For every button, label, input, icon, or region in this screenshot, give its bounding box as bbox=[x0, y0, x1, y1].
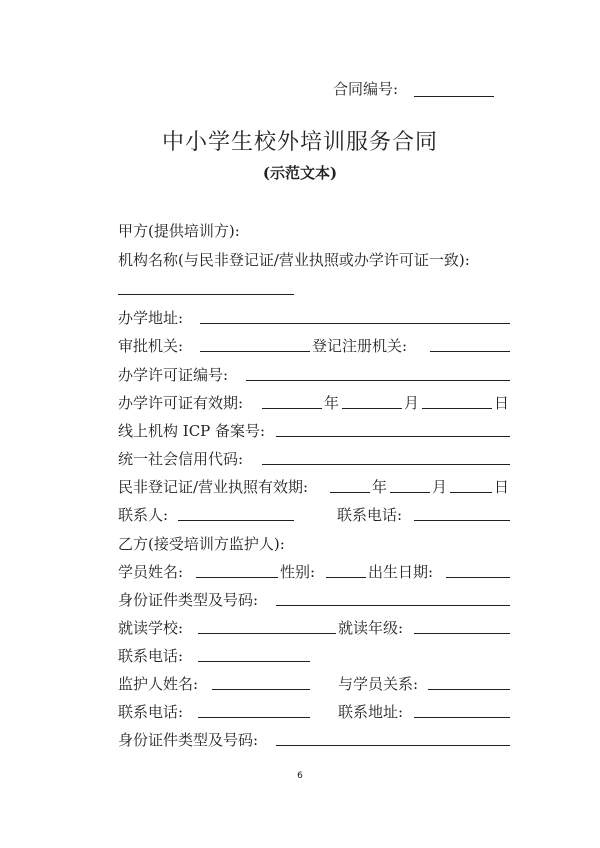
guardian-field[interactable] bbox=[212, 689, 310, 690]
license-valid-month-field[interactable] bbox=[342, 408, 402, 409]
relation-label: 与学员关系: bbox=[338, 675, 419, 693]
license-valid-day-field[interactable] bbox=[422, 408, 492, 409]
year-unit: 年 bbox=[372, 478, 388, 496]
grade-label: 就读年级: bbox=[338, 619, 404, 637]
license-no-field[interactable] bbox=[246, 380, 510, 381]
id-field[interactable] bbox=[276, 605, 510, 606]
year-unit: 年 bbox=[324, 394, 340, 412]
reg-valid-month-field[interactable] bbox=[390, 492, 430, 493]
student-name-label: 学员姓名: bbox=[118, 563, 184, 581]
guardian-phone-label: 联系电话: bbox=[118, 703, 184, 721]
contact-address-field[interactable] bbox=[414, 717, 510, 718]
license-valid-year-field[interactable] bbox=[262, 408, 322, 409]
approval-label: 审批机关: bbox=[118, 337, 184, 355]
credit-code-field[interactable] bbox=[262, 464, 510, 465]
org-name-label: 机构名称(与民非登记证/营业执照或办学许可证一致): bbox=[118, 251, 470, 269]
document-subtitle: (示范文本) bbox=[262, 164, 338, 182]
reg-valid-year-field[interactable] bbox=[330, 492, 370, 493]
contract-no-field[interactable] bbox=[414, 96, 494, 97]
phone-label: 联系电话: bbox=[337, 506, 403, 524]
day-unit: 日 bbox=[494, 478, 510, 496]
gender-label: 性别: bbox=[280, 563, 316, 581]
party-b-heading: 乙方(接受培训方监护人): bbox=[118, 535, 285, 553]
contract-no-label: 合同编号: bbox=[333, 80, 399, 98]
credit-code-label: 统一社会信用代码: bbox=[118, 450, 244, 468]
address-label: 办学地址: bbox=[118, 309, 184, 327]
birth-label: 出生日期: bbox=[368, 563, 434, 581]
registration-label: 登记注册机关: bbox=[312, 337, 408, 355]
icp-label: 线上机构 ICP 备案号: bbox=[118, 422, 266, 440]
license-valid-label: 办学许可证有效期: bbox=[118, 394, 244, 412]
org-name-field[interactable] bbox=[118, 294, 294, 295]
party-a-heading: 甲方(提供培训方): bbox=[118, 222, 240, 240]
day-unit: 日 bbox=[494, 394, 510, 412]
student-phone-label: 联系电话: bbox=[118, 647, 184, 665]
page-number: 6 bbox=[297, 771, 303, 781]
icp-field[interactable] bbox=[276, 436, 510, 437]
document-title: 中小学生校外培训服务合同 bbox=[161, 130, 438, 155]
grade-field[interactable] bbox=[414, 633, 510, 634]
reg-valid-day-field[interactable] bbox=[450, 492, 492, 493]
guardian-id-label: 身份证件类型及号码: bbox=[118, 731, 259, 749]
relation-field[interactable] bbox=[428, 689, 510, 690]
guardian-phone-field[interactable] bbox=[198, 717, 310, 718]
school-label: 就读学校: bbox=[118, 619, 184, 637]
guardian-id-field[interactable] bbox=[276, 745, 510, 746]
registration-field[interactable] bbox=[430, 351, 510, 352]
student-name-field[interactable] bbox=[196, 577, 278, 578]
id-label: 身份证件类型及号码: bbox=[118, 591, 259, 609]
school-field[interactable] bbox=[198, 633, 336, 634]
month-unit: 月 bbox=[432, 478, 448, 496]
phone-field[interactable] bbox=[414, 520, 510, 521]
address-field[interactable] bbox=[200, 323, 510, 324]
gender-field[interactable] bbox=[326, 577, 366, 578]
student-phone-field[interactable] bbox=[198, 661, 310, 662]
contact-address-label: 联系地址: bbox=[338, 703, 404, 721]
month-unit: 月 bbox=[404, 394, 420, 412]
license-no-label: 办学许可证编号: bbox=[118, 366, 229, 384]
reg-valid-label: 民非登记证/营业执照有效期: bbox=[118, 478, 309, 496]
contact-label: 联系人: bbox=[118, 506, 169, 524]
guardian-label: 监护人姓名: bbox=[118, 675, 199, 693]
contact-field[interactable] bbox=[178, 520, 294, 521]
approval-field[interactable] bbox=[200, 351, 310, 352]
birth-field[interactable] bbox=[446, 577, 510, 578]
